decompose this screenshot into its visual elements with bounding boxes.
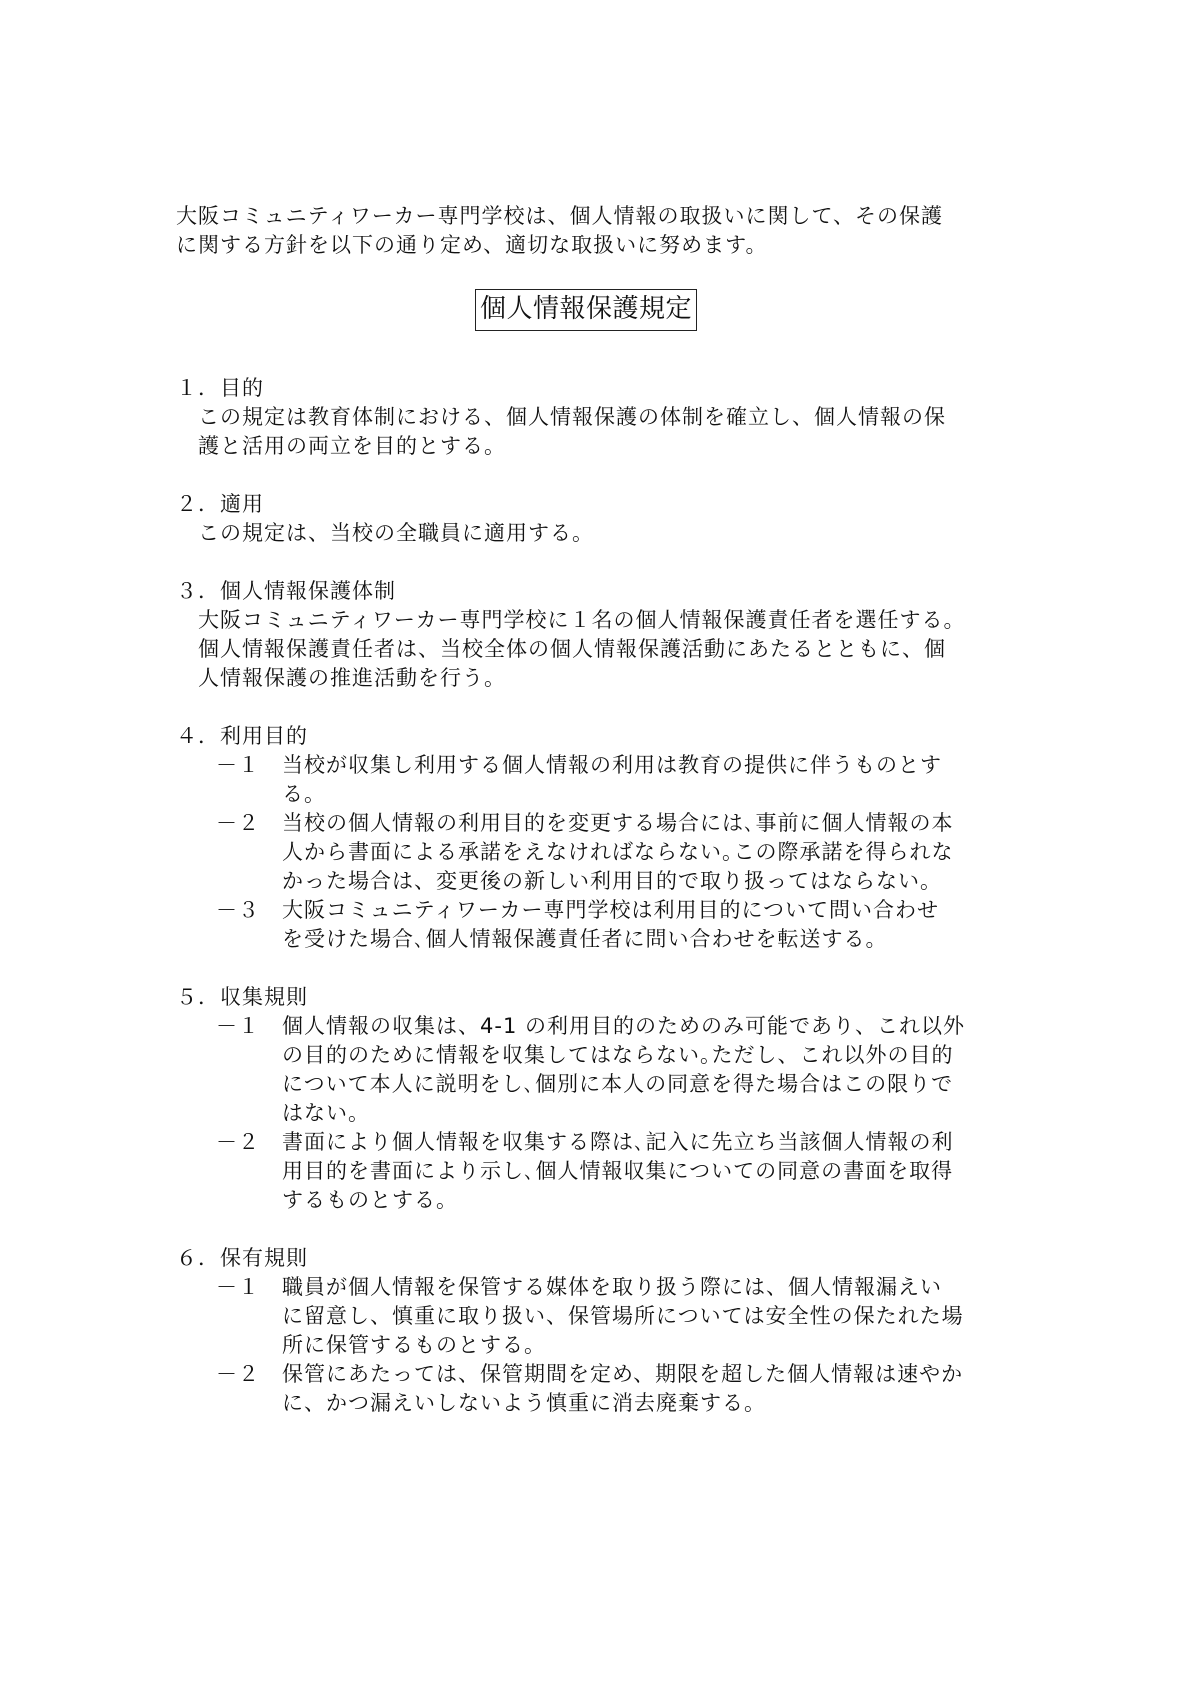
clause-line: かった場合は、変更後の新しい利用目的で取り扱ってはならない。 (282, 869, 942, 893)
body-line: この規定は教育体制における、個人情報保護の体制を確立し、個人情報の保 (198, 405, 946, 429)
intro-line: 大阪コミュニティワーカー専門学校は、個人情報の取扱いに関して、その保護 (176, 204, 944, 228)
body-line: 大阪コミュニティワーカー専門学校に１名の個人情報保護責任者を選任する。 (198, 608, 966, 632)
section-heading: ４．利用目的 (176, 724, 308, 748)
intro-paragraph (176, 202, 1036, 260)
clause-text (282, 1273, 1002, 1360)
section-heading: ５．収集規則 (176, 985, 308, 1009)
clause-line: の目的のために情報を収集してはならない｡ただし、これ以外の目的 (282, 1043, 954, 1067)
clause-line: に留意し、慎重に取り扱い、保管場所については安全性の保たれた場 (282, 1304, 964, 1328)
clause-number: －２ (216, 811, 260, 835)
intro-line: に関する方針を以下の通り定め、適切な取扱いに努めます。 (176, 233, 768, 257)
section-body (176, 403, 1058, 461)
section-heading: ２．適用 (176, 492, 264, 516)
clause-line: を受けた場合､個人情報保護責任者に問い合わせを転送する。 (282, 927, 888, 951)
clause-line: に、かつ漏えいしないよう慎重に消去廃棄する。 (282, 1391, 766, 1415)
clause-number: －１ (216, 1014, 260, 1038)
section-body (176, 519, 1058, 548)
clause-item (176, 1360, 1060, 1418)
clause-number: －１ (216, 753, 260, 777)
title-container (176, 289, 1036, 331)
section-heading: ３．個人情報保護体制 (176, 579, 396, 603)
clause-line: について本人に説明をし､個別に本人の同意を得た場合はこの限りで (282, 1072, 954, 1096)
clause-number: －２ (216, 1130, 260, 1154)
clause-item (176, 809, 1060, 896)
clause-item (176, 896, 1060, 954)
clause-line: 大阪コミュニティワーカー専門学校は利用目的について問い合わせ (282, 898, 940, 922)
body-line: この規定は、当校の全職員に適用する。 (198, 521, 594, 545)
clause-text (282, 1128, 1002, 1215)
clause-item (176, 751, 1060, 809)
document-title: 個人情報保護規定 (475, 289, 697, 331)
clause-line: 人から書面による承諾をえなければならない｡この際承諾を得られな (282, 840, 954, 864)
clause-line: 当校の個人情報の利用目的を変更する場合には､事前に個人情報の本 (282, 811, 954, 835)
clause-line: 書面により個人情報を収集する際は､記入に先立ち当該個人情報の利 (282, 1130, 954, 1154)
section-scope (176, 490, 1060, 548)
clause-line: 当校が収集し利用する個人情報の利用は教育の提供に伴うものとす (282, 753, 942, 777)
clause-text (282, 896, 1002, 954)
clause-text (282, 1012, 1002, 1128)
clause-line: 保管にあたっては、保管期間を定め、期限を超した個人情報は速やか (282, 1362, 964, 1386)
clause-text (282, 1360, 1002, 1418)
section-body (176, 606, 1058, 693)
clause-line: するものとする。 (282, 1188, 458, 1212)
section-heading: １．目的 (176, 376, 264, 400)
section-usage-purpose (176, 722, 1060, 954)
clause-line: はない。 (282, 1101, 370, 1125)
body-line: 人情報保護の推進活動を行う。 (198, 666, 506, 690)
clause-line: る。 (282, 782, 326, 806)
body-line: 護と活用の両立を目的とする。 (198, 434, 506, 458)
section-collection-rules (176, 983, 1060, 1215)
clause-line: 用目的を書面により示し､個人情報収集についての同意の書面を取得 (282, 1159, 954, 1183)
clause-line: 個人情報の収集は、4-1 の利用目的のためのみ可能であり、これ以外 (282, 1014, 965, 1038)
clause-text (282, 809, 1002, 896)
clause-number: －１ (216, 1275, 260, 1299)
section-protection-system (176, 577, 1060, 693)
body-line: 個人情報保護責任者は、当校全体の個人情報保護活動にあたるとともに、個 (198, 637, 946, 661)
clause-item (176, 1128, 1060, 1215)
clause-item (176, 1012, 1060, 1128)
clause-item (176, 1273, 1060, 1360)
clause-text (282, 751, 1002, 809)
clause-number: －３ (216, 898, 260, 922)
section-heading: ６．保有規則 (176, 1246, 308, 1270)
section-purpose (176, 374, 1060, 461)
clause-line: 所に保管するものとする。 (282, 1333, 546, 1357)
clause-line: 職員が個人情報を保管する媒体を取り扱う際には、個人情報漏えい (282, 1275, 942, 1299)
clause-number: －２ (216, 1362, 260, 1386)
section-retention-rules (176, 1244, 1060, 1418)
